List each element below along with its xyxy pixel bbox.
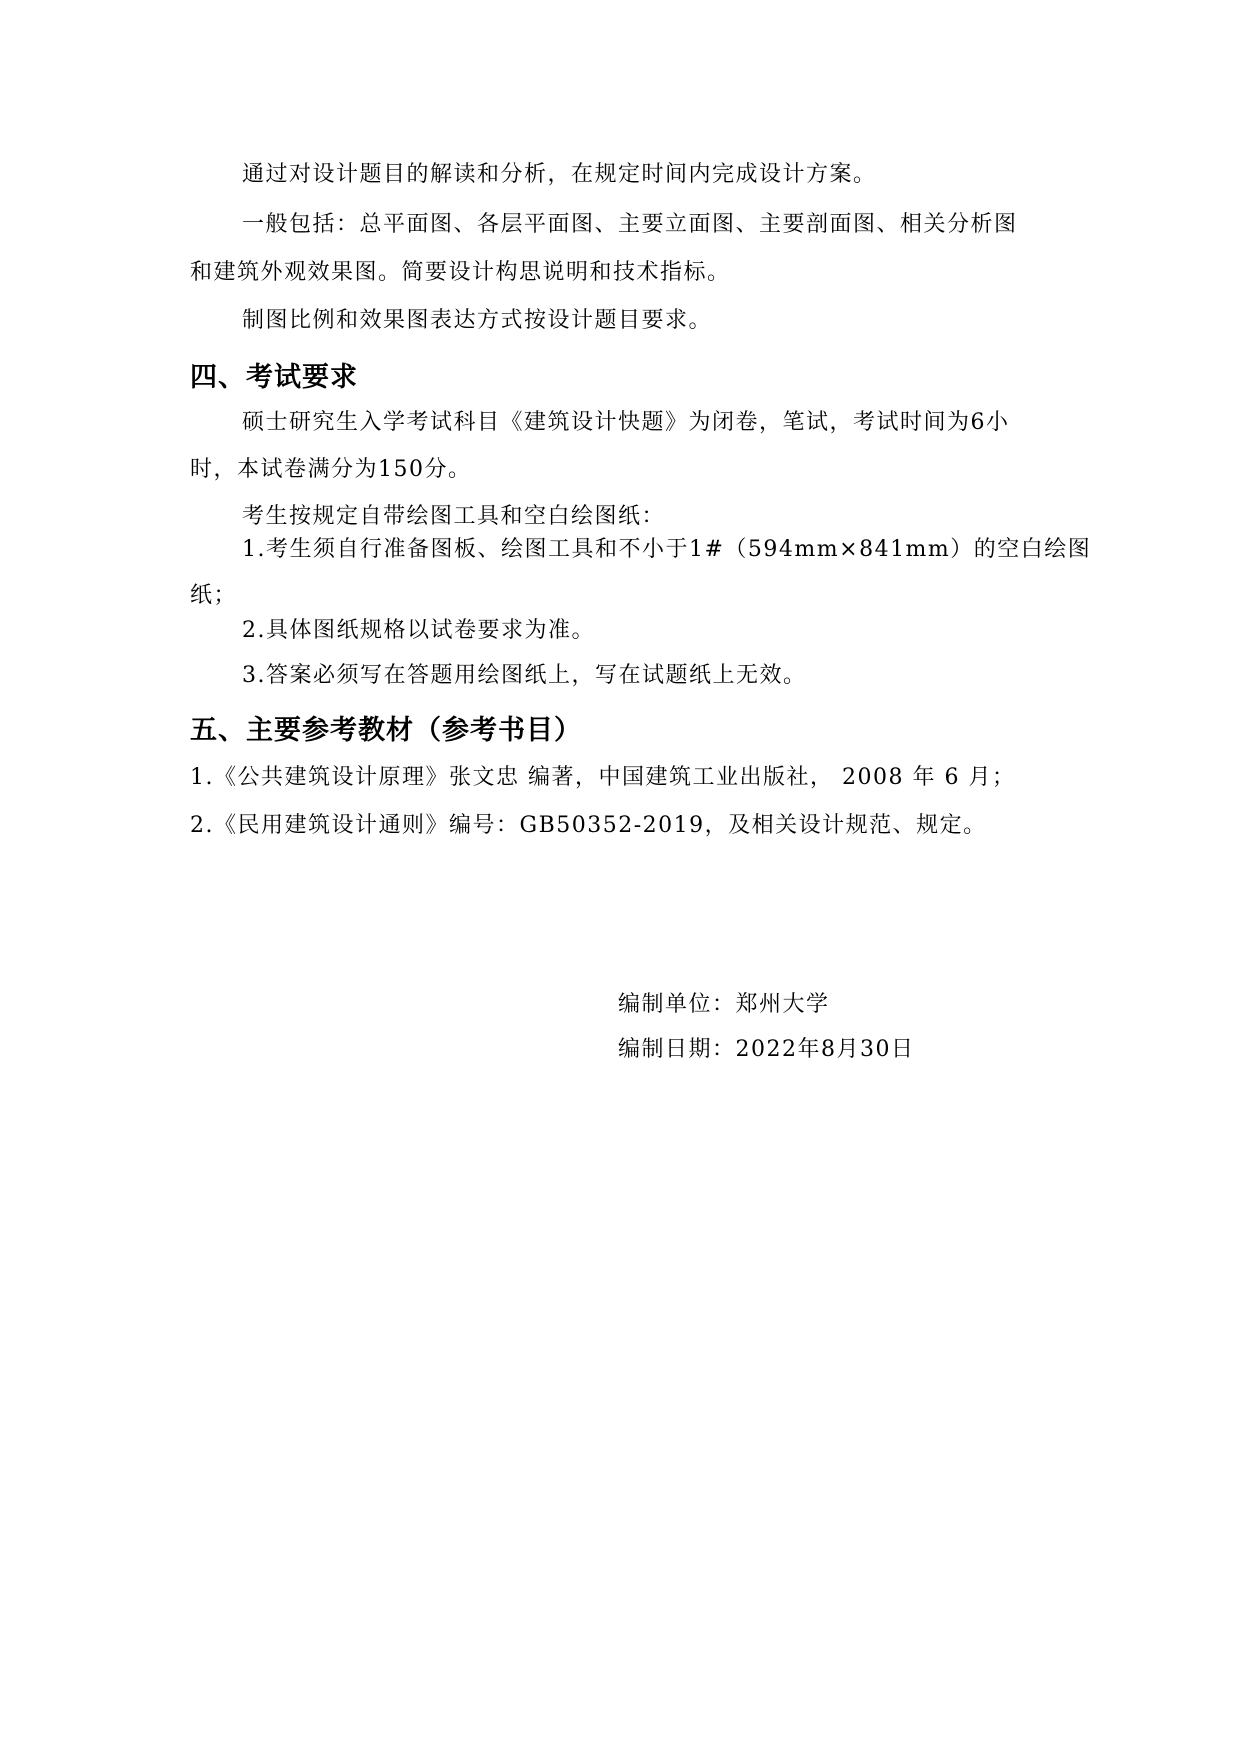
section-4-heading: 四、考试要求 [190, 362, 358, 393]
section-5-heading: 五、主要参考教材（参考书目） [190, 715, 582, 746]
section-4-item-1-line-1: 1.考生须自行准备图板、绘图工具和不小于1#（594mm×841mm）的空白绘图 [242, 537, 1092, 562]
section-4-item-2: 2.具体图纸规格以试卷要求为准。 [242, 618, 595, 643]
section-4-paragraph-1-line-2: 时，本试卷满分为150分。 [190, 457, 472, 482]
intro-paragraph-3: 制图比例和效果图表达方式按设计题目要求。 [242, 308, 713, 333]
compiling-date: 编制日期：2022年8月30日 [618, 1037, 915, 1062]
intro-paragraph-2-line-2: 和建筑外观效果图。简要设计构思说明和技术指标。 [190, 260, 731, 285]
section-4-paragraph-1-line-1: 硕士研究生入学考试科目《建筑设计快题》为闭卷，笔试，考试时间为6小 [242, 410, 1010, 435]
section-4-item-1-line-2: 纸； [190, 583, 238, 608]
section-4-item-3: 3.答案必须写在答题用绘图纸上，写在试题纸上无效。 [242, 663, 807, 688]
intro-paragraph-2-line-1: 一般包括：总平面图、各层平面图、主要立面图、主要剖面图、相关分析图 [242, 212, 1018, 237]
compiling-unit: 编制单位：郑州大学 [618, 992, 830, 1017]
reference-item-2: 2.《民用建筑设计通则》编号：GB50352-2019，及相关设计规范、规定。 [190, 813, 987, 838]
section-4-paragraph-2: 考生按规定自带绘图工具和空白绘图纸： [242, 504, 666, 529]
reference-item-1: 1.《公共建筑设计原理》张文忠 编著，中国建筑工业出版社， 2008 年 6 月； [190, 765, 1016, 790]
intro-paragraph-1: 通过对设计题目的解读和分析，在规定时间内完成设计方案。 [242, 162, 877, 187]
